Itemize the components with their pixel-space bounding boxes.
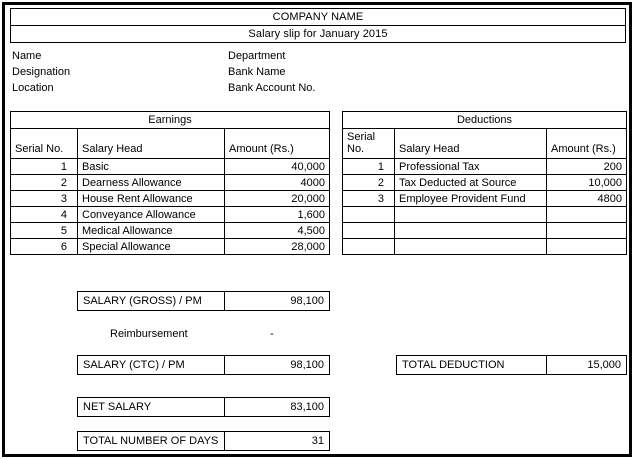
earnings-row-1-serial: 2 [11,175,78,191]
deductions-row-1-amount: 10,000 [547,175,627,191]
earnings-table [10,111,330,255]
earnings-row-0-serial: 1 [11,159,78,175]
deductions-empty-row [343,239,627,255]
deductions-header-serial: Serial No. [343,129,395,159]
deductions-empty-cell-head [395,223,547,239]
earnings-row-0-head: Basic [78,159,225,175]
earnings-row-3-serial: 4 [11,207,78,223]
deductions-header-amount: Amount (Rs.) [547,129,627,159]
slip-title-box [10,25,626,43]
deductions-empty-cell-serial [343,223,395,239]
deductions-header-salary-head: Salary Head [395,129,547,159]
earnings-row-4-serial: 5 [11,223,78,239]
earnings-row-2-head: House Rent Allowance [78,191,225,207]
reimbursement-row [110,326,330,342]
earnings-header-serial: Serial No. [11,129,78,159]
salary-gross-box [77,291,330,311]
deductions-row-2-head: Employee Provident Fund [395,191,547,207]
net-salary-row [78,398,330,417]
table-row [11,159,330,175]
total-deduction-value: 15,000 [547,356,627,375]
net-salary-box [77,397,330,417]
total-deduction-box [396,355,627,375]
salary-ctc-box [77,355,330,375]
earnings-row-4-head: Medical Allowance [78,223,225,239]
deductions-empty-cell-head [395,207,547,223]
earnings-row-1-amount: 4000 [225,175,330,191]
deductions-row-1-head: Tax Deducted at Source [395,175,547,191]
deductions-empty-cell-serial [343,239,395,255]
deductions-row-2-amount: 4800 [547,191,627,207]
earnings-row-1-head: Dearness Allowance [78,175,225,191]
earnings-row-3-amount: 1,600 [225,207,330,223]
deductions-row-0-head: Professional Tax [395,159,547,175]
deductions-empty-cell-serial [343,207,395,223]
earnings-row-4-amount: 4,500 [225,223,330,239]
deductions-empty-row [343,207,627,223]
reimbursement-value: - [270,328,274,340]
earnings-header-salary-head: Salary Head [78,129,225,159]
deductions-empty-cell-head [395,239,547,255]
salary-gross-value: 98,100 [225,292,330,311]
table-row [11,239,330,255]
reimbursement-label: Reimbursement [110,328,188,340]
total-deduction-label: TOTAL DEDUCTION [397,356,547,375]
total-number-of-days-value: 31 [225,432,330,451]
salary-gross-row [78,292,330,311]
total-deduction-row [397,356,627,375]
deductions-empty-row [343,223,627,239]
earnings-row-0-amount: 40,000 [225,159,330,175]
meta-label-name: Name [12,50,42,62]
earnings-row-5-head: Special Allowance [78,239,225,255]
total-number-of-days-row [78,432,330,451]
salary-ctc-value: 98,100 [225,356,330,375]
slip-title-text: Salary slip for January 2015 [248,28,388,40]
table-row [11,207,330,223]
meta-label-department: Department [228,50,286,62]
earnings-row-2-amount: 20,000 [225,191,330,207]
company-name-text: COMPANY NAME [272,11,364,23]
earnings-group-title: Earnings [11,112,330,129]
table-row [11,191,330,207]
table-row [343,159,627,175]
earnings-group-header-row [11,112,330,129]
salary-ctc-label: SALARY (CTC) / PM [78,356,225,375]
table-row [343,175,627,191]
salary-ctc-row [78,356,330,375]
deductions-row-1-serial: 2 [343,175,395,191]
table-row [343,191,627,207]
meta-label-bank-name: Bank Name [228,66,286,78]
earnings-row-5-amount: 28,000 [225,239,330,255]
deductions-column-header-row [343,129,627,159]
meta-label-designation: Designation [12,66,71,78]
deductions-group-title: Deductions [343,112,627,129]
meta-label-location: Location [12,82,54,94]
salary-gross-label: SALARY (GROSS) / PM [78,292,225,311]
earnings-column-header-row [11,129,330,159]
deductions-row-0-amount: 200 [547,159,627,175]
deductions-table [342,111,627,255]
total-number-of-days-label: TOTAL NUMBER OF DAYS [78,432,225,451]
company-name-box [10,8,626,26]
table-row [11,175,330,191]
deductions-empty-cell-amount [547,207,627,223]
deductions-row-2-serial: 3 [343,191,395,207]
deductions-group-header-row [343,112,627,129]
meta-label-bank-account-no: Bank Account No. [228,82,316,94]
table-row [11,223,330,239]
net-salary-label: NET SALARY [78,398,225,417]
net-salary-value: 83,100 [225,398,330,417]
earnings-row-2-serial: 3 [11,191,78,207]
deductions-row-0-serial: 1 [343,159,395,175]
earnings-row-3-head: Conveyance Allowance [78,207,225,223]
total-number-of-days-box [77,431,330,451]
deductions-empty-cell-amount [547,239,627,255]
deductions-empty-cell-amount [547,223,627,239]
earnings-header-amount: Amount (Rs.) [225,129,330,159]
earnings-row-5-serial: 6 [11,239,78,255]
